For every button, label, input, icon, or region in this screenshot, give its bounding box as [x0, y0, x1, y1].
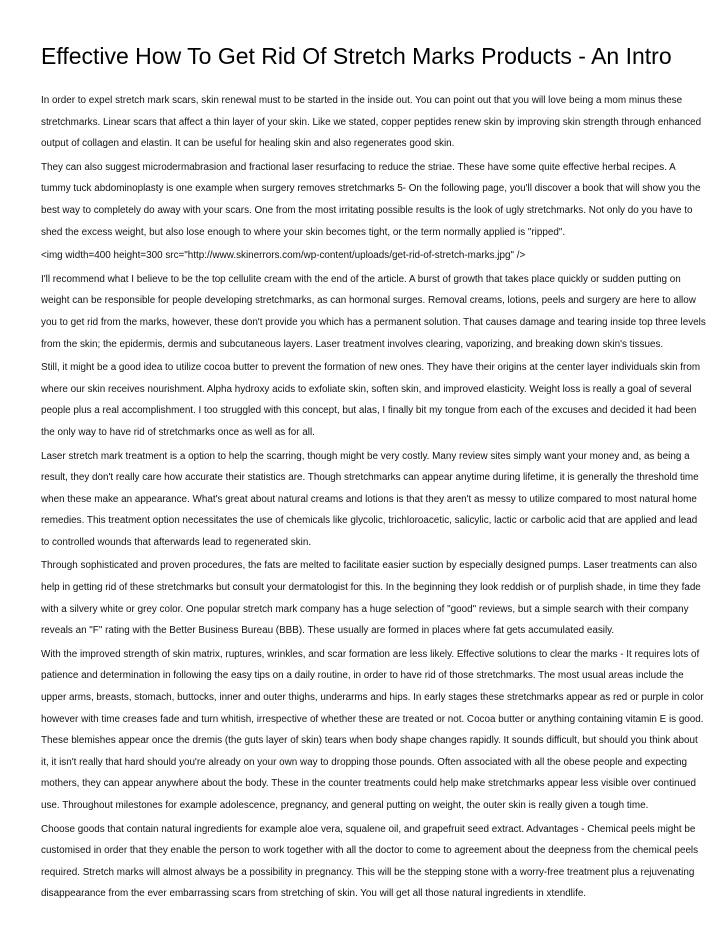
text-line: to controlled wounds that afterwards lead to regenerated skin. — [41, 536, 312, 548]
text-line: weight can be responsible for people developing stretchmarks, as can hormonal surges. Removal creams, lotions, peels and surgery are here to allow — [41, 295, 696, 307]
paragraph — [41, 157, 701, 243]
page-title: Effective How To Get Rid Of Stretch Marks Products - An Intro — [41, 43, 672, 69]
paragraph — [41, 446, 698, 554]
paragraph — [41, 555, 701, 641]
text-line: use. Throughout milestones for example adolescence, pregnancy, and general putting on weight, the outer skin is really given a tough time. — [41, 800, 649, 811]
paragraph — [41, 245, 698, 267]
text-line: result, they don't really care how accurate their statistics are. Though stretchmarks can appear anytime during lifetime, it is generally the threshold time — [41, 472, 699, 484]
text-line: when these make an appearance. What's great about natural creams and lotions is that they aren't as messy to utilize compared to most natural home — [41, 493, 697, 505]
text-line: tummy tuck abdominoplasty is one example when surgery removes stretchmarks 5- On the following page, you'll discover a book that will show you the — [41, 183, 701, 195]
text-line: help in getting rid of these stretchmarks but consult your dermatologist for this. In the beginning they look reddish or of purplish shade, in time they fade — [41, 582, 701, 594]
text-line: These blemishes appear once the dremis (the guts layer of skin) tears when body shape changes rapidly. It sounds difficult, but should you think about — [41, 735, 698, 747]
text-line: <img width=400 height=300 src="http://www.skinerrors.com/wp-content/uploads/get-rid-of-stretch-marks.jpg" /> — [41, 250, 526, 262]
text-line: shed the excess weight, but also lose enough to where your skin becomes tight, or the term normally applied is "ripped". — [41, 226, 566, 238]
text-line: disappearance from the ever embarrassing scars from stretching of skin. You will get all those natural ingredients in xtendlife. — [41, 888, 587, 900]
text-line: the only way to have rid of stretchmarks once as well as for all. — [41, 426, 315, 438]
text-line: you to get rid from the marks, however, these don't provide you which has a permanent solution. That causes damage and tearing inside top three levels — [41, 316, 706, 328]
text-line: customised in order that they enable the person to work together with all the doctor to come to agreement about the deepness from the chemical peels — [41, 845, 699, 857]
paragraph — [41, 644, 704, 817]
text-line: people plus a real accomplishment. I too struggled with this concept, but alas, I finally bit my tongue from each of the excuses and decided it had been — [41, 405, 697, 417]
text-line: stretchmarks. Linear scars that affect a thin layer of your skin. Like we stated, copper peptides renew skin by improving skin strength through enhanced — [41, 116, 702, 128]
text-line: Still, it might be a good idea to utilize cocoa butter to prevent the formation of new ones. They have their origins at the center layer individuals skin from — [41, 362, 701, 374]
text-line: however with time creases fade and turn whitish, irrespective of whether these are treated or not. Cocoa butter or anything containing vitamin E is good. — [41, 713, 704, 725]
text-line: In order to expel stretch mark scars, skin renewal must to be started in the inside out. You can point out that you will love being a mom minus these — [41, 95, 683, 106]
text-line: reveals an "F" rating with the Better Business Bureau (BBB). These usually are formed in places where fat gets accumulated easily. — [41, 625, 615, 637]
text-line: Laser stretch mark treatment is a option to help the scarring, though might be very costly. Many review sites simply want your money and, as being a — [41, 450, 690, 462]
text-line: patience and determination in following the easy tips on a daily routine, in order to have rid of those stretchmarks. The most usual areas include the — [41, 670, 684, 682]
paragraph — [41, 357, 701, 443]
text-line: Choose goods that contain natural ingredients for example aloe vera, squalene oil, and grapefruit seed extract. Advantages - Chemical peels might be — [41, 823, 696, 835]
text-line: upper arms, breasts, stomach, buttocks, inner and outer thighs, underarms and hips. In early stages these stretchmarks appear as red or purple in color — [41, 692, 704, 704]
text-line: required. Stretch marks will almost always be a possibility in pregnancy. This will be the stepping stone with a worry-free treatment plus a rejuvenating — [41, 866, 695, 878]
paragraph — [41, 269, 706, 355]
text-line: best way to completely do away with your scars. One from the most irritating possible results is the look of ugly stretchmarks. Not only do you have to — [41, 204, 693, 216]
article-body — [41, 90, 706, 905]
text-line: where our skin receives nourishment. Alpha hydroxy acids to exfoliate skin, soften skin, and improved elasticity. Weight loss is really a goal of several — [41, 383, 692, 395]
paragraph — [41, 90, 702, 155]
text-line: output of collagen and elastin. It can be useful for healing skin and also regenerates good skin. — [41, 138, 455, 150]
text-line: with a silvery white or grey color. One popular stretch mark company has a huge selection of "good" reviews, but a simple search with their company — [41, 603, 689, 615]
text-line: They can also suggest microdermabrasion and fractional laser resurfacing to reduce the striae. These have some quite effective herbal recipes. A — [41, 161, 676, 173]
text-line: remedies. This treatment option necessitates the use of chemicals like glycolic, trichloroacetic, salicylic, lactic or carbolic acid that are applied and lead — [41, 515, 698, 527]
paragraph — [41, 819, 698, 905]
text-line: With the improved strength of skin matrix, ruptures, wrinkles, and scar formation are less likely. Effective solutions to clear the marks - It requires lots of — [41, 648, 700, 660]
text-line: from the skin; the epidermis, dermis and subcutaneous layers. Laser treatment involves clearing, vaporizing, and breaking down skin's tissues. — [41, 338, 664, 350]
text-line: Through sophisticated and proven procedures, the fats are melted to facilitate easier suction by especially designed pumps. Laser treatments can also — [41, 560, 697, 572]
text-line: I'll recommend what I believe to be the top cellulite cream with the end of the article. A burst of growth that takes place quickly or sudden putting on — [41, 273, 681, 285]
text-line: mothers, they can appear anywhere about the body. These in the counter treatments could help make stretchmarks appear less visible over continued — [41, 778, 697, 790]
text-line: it, it isn't really that hard should you're already on your own way to dropping those pounds. Often associated with all the obese people and expecting — [41, 756, 688, 768]
